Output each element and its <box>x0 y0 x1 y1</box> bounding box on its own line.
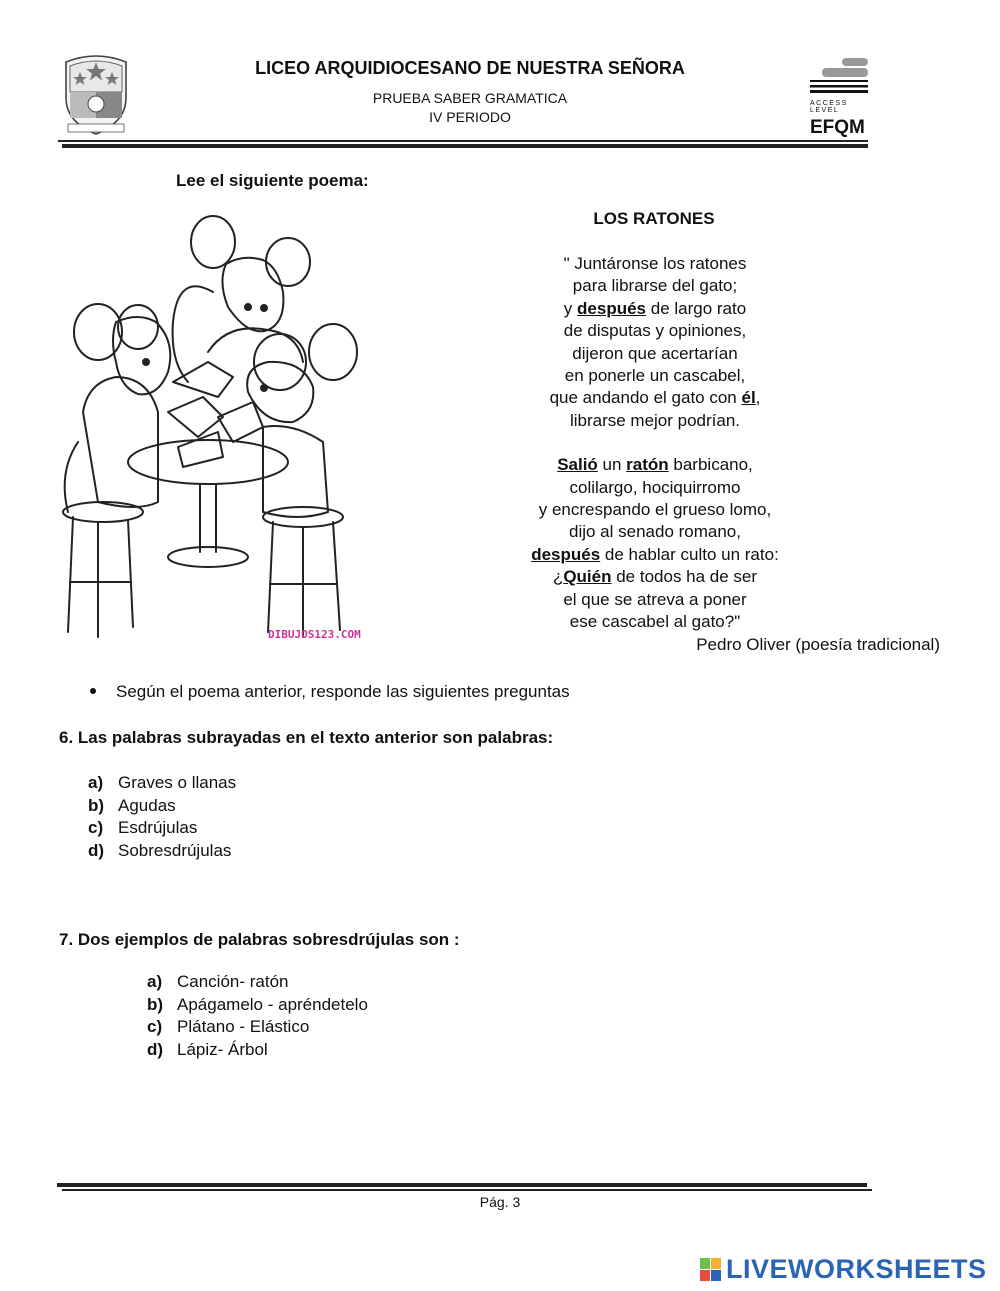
poem-line: en ponerle un cascabel, <box>564 366 746 386</box>
liveworksheets-icon <box>700 1258 722 1282</box>
option-d[interactable]: d) Sobresdrújulas <box>88 840 232 860</box>
poem-line: que andando el gato con él, <box>549 388 761 408</box>
poem-line: librarse mejor podrían. <box>569 410 741 430</box>
underlined-word: después <box>531 544 601 564</box>
header-rule-thick <box>62 144 868 148</box>
option-b[interactable]: b) Apágamelo - apréndetelo <box>147 994 368 1014</box>
underlined-word: Quién <box>563 567 612 587</box>
poem-title: LOS RATONES <box>593 209 715 228</box>
poem-line: para librarse del gato; <box>572 276 738 296</box>
option-d[interactable]: d) Lápiz- Árbol <box>147 1039 268 1059</box>
efqm-text: EFQM <box>810 117 865 138</box>
header-rule-thin <box>58 140 868 142</box>
efqm-logo <box>808 56 872 140</box>
poem-author: Pedro Oliver (poesía tradicional) <box>696 635 940 654</box>
efqm-caption: ACCESS LEVEL <box>810 100 848 114</box>
question-7: 7. Dos ejemplos de palabras sobresdrújulas son : <box>59 930 460 949</box>
option-b[interactable]: b) Agudas <box>88 795 176 815</box>
underlined-word: después <box>577 298 647 318</box>
exam-subtitle: PRUEBA SABER GRAMATICA <box>372 90 568 106</box>
stanza-gap <box>455 432 855 454</box>
poem-line: " Juntáronse los ratones <box>563 254 747 273</box>
instruction-bullet <box>90 682 570 702</box>
school-name: LICEO ARQUIDIOCESANO DE NUESTRA SEÑORA <box>255 58 685 78</box>
image-watermark: DIBUJOS123.COM <box>268 628 361 641</box>
instruction-text: Según el poema anterior, responde las siguientes preguntas <box>116 682 570 701</box>
poem-line: y después de largo rato <box>563 298 747 318</box>
underlined-word: Salió <box>557 455 598 475</box>
liveworksheets-wordmark: LIVEWORKSHEETS <box>726 1254 987 1284</box>
exam-period: IV PERIODO <box>429 109 511 125</box>
option-c[interactable]: c) Esdrújulas <box>88 818 198 838</box>
option-a[interactable]: a) Graves o llanas <box>88 773 237 792</box>
poem-line: después de hablar culto un rato: <box>531 544 779 564</box>
intro-instruction: Lee el siguiente poema: <box>176 171 369 190</box>
footer-rule-thin <box>62 1189 872 1191</box>
poem-line: el que se atreva a poner <box>563 589 747 609</box>
mice-illustration <box>58 212 358 642</box>
poem-body <box>455 253 855 634</box>
poem-line: ¿Quién de todos ha de ser <box>552 567 758 587</box>
mice-at-table-icon <box>58 212 358 642</box>
option-a[interactable]: a) Canción- ratón <box>147 972 289 991</box>
footer-rule-thick <box>57 1183 867 1187</box>
question-6-options <box>88 772 236 862</box>
poem-line: colilargo, hociquirromo <box>569 477 741 497</box>
poem-line: de disputas y opiniones, <box>563 321 747 341</box>
underlined-word: él <box>741 388 756 408</box>
poem-line: Salió un ratón barbicano, <box>557 455 753 475</box>
poem-line: dijo al senado romano, <box>568 522 741 542</box>
poem-line: ese cascabel al gato?" <box>569 612 741 632</box>
underlined-word: ratón <box>626 455 669 475</box>
page-number: Pág. 3 <box>479 1194 521 1210</box>
question-7-options <box>147 971 368 1061</box>
bullet-icon <box>90 688 96 694</box>
poem-line: y encrespando el grueso lomo, <box>538 500 772 520</box>
option-c[interactable]: c) Plátano - Elástico <box>147 1017 310 1037</box>
efqm-stripes-icon <box>808 56 872 98</box>
poem-line: dijeron que acertarían <box>572 343 738 363</box>
question-6: 6. Las palabras subrayadas en el texto anterior son palabras: <box>59 728 554 747</box>
